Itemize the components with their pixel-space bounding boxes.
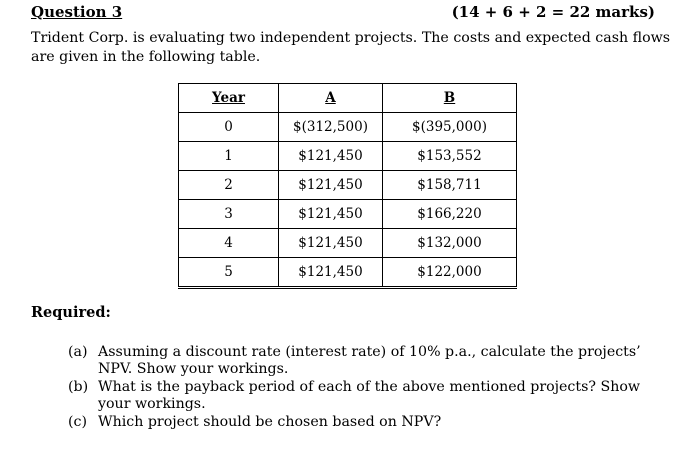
table-row	[179, 200, 517, 229]
table-header-row	[179, 84, 517, 113]
cell-project-b: $(395,000)	[383, 113, 517, 142]
cell-project-a: $121,450	[279, 171, 383, 200]
list-item	[68, 344, 668, 378]
cell-project-a: $121,450	[279, 229, 383, 258]
cell-project-b: $132,000	[383, 229, 517, 258]
table-row	[179, 142, 517, 171]
cell-year: 3	[179, 200, 279, 229]
table-row	[179, 229, 517, 258]
list-item	[68, 414, 668, 431]
intro-paragraph: Trident Corp. is evaluating two independent projects. The costs and expected cash flows are given in the following table.	[31, 30, 671, 65]
cell-project-b: $158,711	[383, 171, 517, 200]
cell-project-a: $(312,500)	[279, 113, 383, 142]
cell-year: 1	[179, 142, 279, 171]
cell-project-a: $121,450	[279, 142, 383, 171]
part-text: Which project should be chosen based on NPV?	[98, 414, 442, 430]
part-label: (b)	[68, 379, 89, 395]
required-heading: Required:	[31, 304, 111, 321]
cell-project-b: $166,220	[383, 200, 517, 229]
cell-project-a: $121,450	[279, 200, 383, 229]
cell-project-b: $122,000	[383, 258, 517, 288]
table-row	[179, 113, 517, 142]
table-row	[179, 171, 517, 200]
header-year: Year	[179, 84, 279, 113]
header-project-a: A	[279, 84, 383, 113]
cell-year: 2	[179, 171, 279, 200]
question-title: Question 3	[31, 3, 123, 21]
part-label: (a)	[68, 344, 88, 360]
table-row	[179, 258, 517, 288]
cell-year: 5	[179, 258, 279, 288]
required-parts-list	[68, 344, 668, 432]
cash-flow-table	[178, 83, 517, 289]
part-label: (c)	[68, 414, 88, 430]
cell-year: 4	[179, 229, 279, 258]
question-marks: (14 + 6 + 2 = 22 marks)	[451, 3, 655, 21]
cell-project-b: $153,552	[383, 142, 517, 171]
cell-project-a: $121,450	[279, 258, 383, 288]
part-text: What is the payback period of each of the above mentioned projects? Show your workings.	[98, 379, 641, 412]
question-header	[31, 3, 655, 23]
list-item	[68, 379, 668, 413]
header-project-b: B	[383, 84, 517, 113]
part-text: Assuming a discount rate (interest rate) of 10% p.a., calculate the projects’ NPV. Show your workings.	[98, 344, 641, 377]
cell-year: 0	[179, 113, 279, 142]
